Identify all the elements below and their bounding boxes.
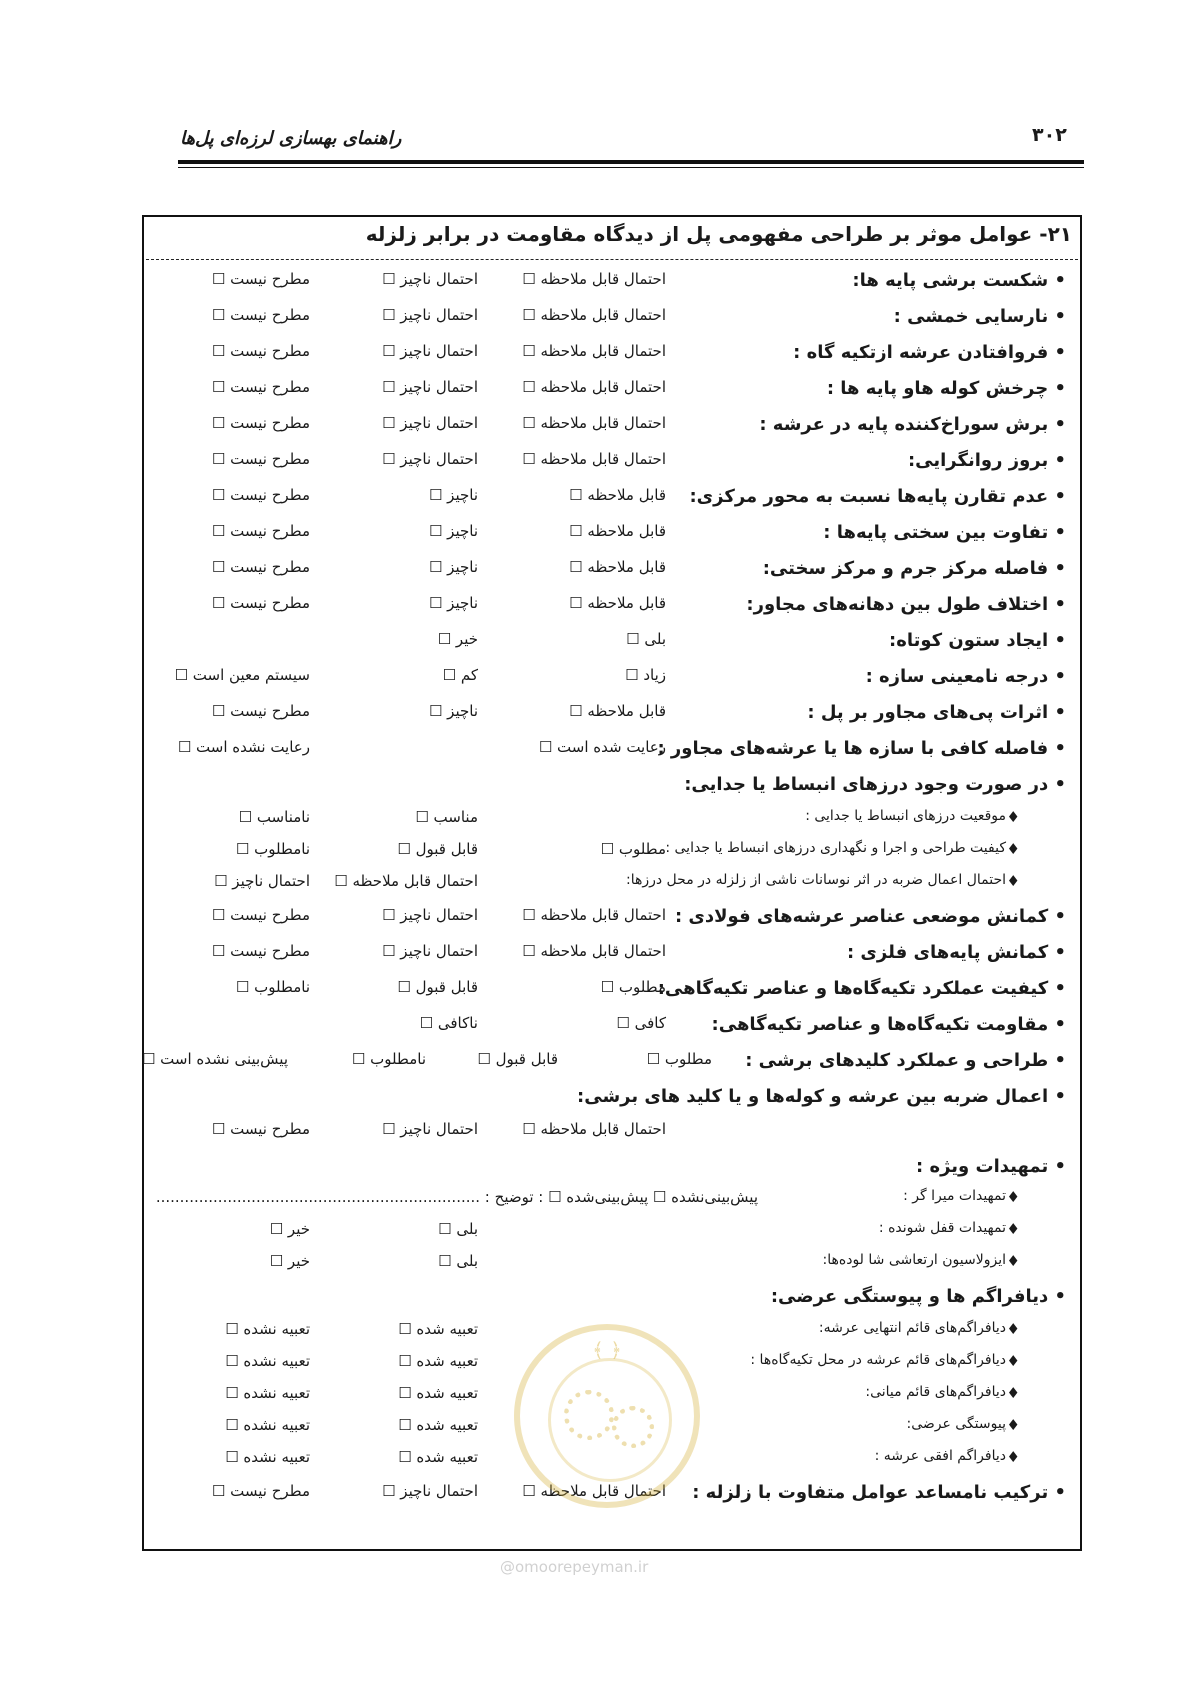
option-checkbox[interactable]: رعایت شده است ☐ (538, 738, 666, 756)
option-checkbox[interactable]: تعبیه نشده ☐ (225, 1448, 310, 1466)
option-checkbox[interactable]: مطرح نیست ☐ (211, 378, 310, 396)
checklist-row (146, 1120, 1078, 1156)
subitem-label: تمهیدات میرا گر : (903, 1188, 1006, 1204)
item-label: • اختلاف طول بین دهانه‌های مجاور: (746, 594, 1066, 615)
option-checkbox[interactable]: احتمال ناچیز ☐ (382, 270, 478, 288)
option-checkbox[interactable]: احتمال قابل ملاحظه ☐ (522, 270, 666, 288)
option-checkbox[interactable]: تعبیه نشده ☐ (225, 1416, 310, 1434)
item-label: • چرخش کوله هاو پایه ها : (826, 378, 1066, 399)
option-checkbox[interactable]: احتمال ناچیز ☐ (214, 872, 310, 890)
option-checkbox[interactable]: احتمال قابل ملاحظه ☐ (522, 414, 666, 432)
option-checkbox[interactable]: قابل ملاحظه ☐ (569, 558, 666, 576)
item-label: • فاصله مرکز جرم و مرکز سختی: (762, 558, 1066, 579)
option-checkbox[interactable]: خیر ☐ (437, 630, 478, 648)
diamond-bullet-icon: ♦ (1006, 1188, 1020, 1206)
option-checkbox[interactable]: تعبیه شده ☐ (398, 1448, 478, 1466)
checklist-row (146, 1014, 1078, 1050)
item-label: • مقاومت تکیه‌گاه‌ها و عناصر تکیه‌گاهی: (711, 1014, 1066, 1035)
diamond-bullet-icon: ♦ (1006, 1320, 1020, 1338)
subitem-label: تمهیدات قفل شونده : (878, 1220, 1006, 1236)
checklist-row (146, 872, 1078, 908)
item-label: • کمانش پایه‌های فلزی : (846, 942, 1066, 963)
option-checkbox[interactable]: مطرح نیست ☐ (211, 414, 310, 432)
option-checkbox[interactable]: مطرح نیست ☐ (211, 270, 310, 288)
option-checkbox[interactable]: احتمال ناچیز ☐ (382, 906, 478, 924)
item-label: • تمهیدات ویژه : (916, 1156, 1066, 1177)
item-label: • بروز روانگرایی: (907, 450, 1066, 471)
subitem-label: ایزولاسیون ارتعاشی شا لوده‌ها: (822, 1252, 1006, 1268)
item-label: • ایجاد ستون کوتاه: (889, 630, 1066, 651)
gear-icon (612, 1406, 654, 1448)
option-checkbox[interactable]: بلی ☐ (626, 630, 666, 648)
checklist-row (146, 1156, 1078, 1192)
option-checkbox[interactable]: تعبیه نشده ☐ (225, 1352, 310, 1370)
checklist-row (146, 486, 1078, 522)
checklist-row (146, 774, 1078, 810)
subitem-label: احتمال اعمال ضربه در اثر نوسانات ناشی از زلزله در محل درزها: (625, 872, 1006, 888)
checklist-row (146, 378, 1078, 414)
dashed-divider (146, 259, 1078, 260)
checklist-row (146, 270, 1078, 306)
checklist-row (146, 630, 1078, 666)
subitem-label: کیفیت طراحی و اجرا و نگهداری درزهای انبساط یا جدایی : (665, 840, 1006, 856)
item-label: • درجه نامعینی سازه : (865, 666, 1066, 687)
checklist-row (146, 840, 1078, 876)
option-checkbox[interactable]: مطرح نیست ☐ (211, 906, 310, 924)
option-checkbox[interactable]: مطرح نیست ☐ (211, 594, 310, 612)
option-checkbox[interactable]: ناچیز ☐ (428, 594, 478, 612)
diamond-bullet-icon: ♦ (1006, 808, 1020, 826)
diamond-bullet-icon: ♦ (1006, 1352, 1020, 1370)
option-checkbox[interactable]: پیش‌بینی نشده است ☐ (141, 1050, 288, 1068)
checklist-row (146, 1220, 1078, 1256)
diamond-bullet-icon: ♦ (1006, 840, 1020, 858)
item-label: • تفاوت بین سختی پایه‌ها : (823, 522, 1066, 543)
item-label: • طراحی و عملکرد کلیدهای برشی : (745, 1050, 1066, 1071)
option-checkbox[interactable]: نامطلوب ☐ (235, 840, 310, 858)
header-rule (178, 160, 1084, 164)
section-title: ۲۱- عوامل موثر بر طراحی مفهومی پل از دیدگاه مقاومت در برابر زلزله (365, 222, 1072, 246)
checklist-row (146, 414, 1078, 450)
option-checkbox[interactable]: مطرح نیست ☐ (211, 1482, 310, 1500)
checklist-row (146, 522, 1078, 558)
option-checkbox[interactable]: احتمال ناچیز ☐ (382, 1120, 478, 1138)
option-checkbox[interactable]: کم ☐ (442, 666, 478, 684)
checklist-row (146, 306, 1078, 342)
item-label: • در صورت وجود درزهای انبساط یا جدایی: (684, 774, 1066, 795)
option-checkbox[interactable]: قابل قبول ☐ (397, 978, 478, 996)
subitem-label: دیافراگم‌های قائم عرشه در محل تکیه‌گاه‌ها : (750, 1352, 1006, 1368)
checklist-row (146, 1286, 1078, 1322)
option-checkbox[interactable]: احتمال قابل ملاحظه ☐ (334, 872, 478, 890)
item-label: • برش سوراخ‌کننده پایه در عرشه : (759, 414, 1066, 435)
checklist-row (146, 450, 1078, 486)
option-checkbox[interactable]: کافی ☐ (616, 1014, 666, 1032)
diamond-bullet-icon: ♦ (1006, 872, 1020, 890)
option-checkbox[interactable]: مناسب ☐ (415, 808, 478, 826)
checklist-row (146, 594, 1078, 630)
option-checkbox[interactable]: ناکافی ☐ (419, 1014, 478, 1032)
option-checkbox[interactable]: تعبیه شده ☐ (398, 1416, 478, 1434)
option-checkbox[interactable]: تعبیه شده ☐ (398, 1384, 478, 1402)
option-checkbox[interactable]: مطلوب ☐ (646, 1050, 712, 1068)
item-label: • شکست برشی پایه ها: (852, 270, 1066, 291)
subitem-label: موقعیت درزهای انبساط یا جدایی : (805, 808, 1006, 824)
option-checkbox[interactable]: مطرح نیست ☐ (211, 942, 310, 960)
item-label: • کیفیت عملکرد تکیه‌گاه‌ها و عناصر تکیه‌گاهی: (657, 978, 1066, 999)
checklist-row (146, 558, 1078, 594)
option-checkbox[interactable]: رعایت نشده است ☐ (177, 738, 310, 756)
option-checkbox[interactable]: احتمال ناچیز ☐ (382, 942, 478, 960)
checklist-row (146, 978, 1078, 1014)
checklist-row (141, 1050, 1078, 1086)
checklist-row (146, 1252, 1078, 1288)
option-checkbox[interactable]: احتمال ناچیز ☐ (382, 342, 478, 360)
checklist-row (146, 1188, 1078, 1224)
option-checkbox[interactable]: مطرح نیست ☐ (211, 450, 310, 468)
option-checkbox[interactable]: قابل ملاحظه ☐ (569, 702, 666, 720)
diamond-bullet-icon: ♦ (1006, 1416, 1020, 1434)
option-checkbox[interactable]: احتمال قابل ملاحظه ☐ (522, 450, 666, 468)
option-checkbox[interactable]: سیستم معین است ☐ (174, 666, 310, 684)
option-checkbox[interactable]: مطرح نیست ☐ (211, 558, 310, 576)
option-checkbox[interactable]: بلی ☐ (438, 1252, 478, 1270)
checklist-row (146, 342, 1078, 378)
option-checkbox[interactable]: احتمال قابل ملاحظه ☐ (522, 306, 666, 324)
header-rule-thin (178, 167, 1084, 168)
option-checkbox[interactable]: نامناسب ☐ (238, 808, 310, 826)
watermark-site: @omoorepeyman.ir (500, 1558, 649, 1576)
option-checkbox[interactable]: خیر ☐ (269, 1252, 310, 1270)
option-checkbox[interactable]: احتمال قابل ملاحظه ☐ (522, 906, 666, 924)
subitem-label: دیافراگم افقی عرشه : (874, 1448, 1006, 1464)
option-checkbox[interactable]: مطرح نیست ☐ (211, 342, 310, 360)
gear-icon (564, 1390, 614, 1440)
subitem-label: دیافراگم‌های قائم انتهایی عرشه: (818, 1320, 1006, 1336)
option-checkbox[interactable]: قابل قبول ☐ (477, 1050, 558, 1068)
diamond-bullet-icon: ♦ (1006, 1448, 1020, 1466)
subitem-label: دیافراگم‌های قائم میانی: (865, 1384, 1006, 1400)
option-checkbox[interactable]: بلی ☐ (438, 1220, 478, 1238)
option-checkbox[interactable]: قابل ملاحظه ☐ (569, 522, 666, 540)
option-checkbox[interactable]: ناچیز ☐ (428, 486, 478, 504)
option-checkbox[interactable]: مطرح نیست ☐ (211, 702, 310, 720)
option-checkbox[interactable]: مطرح نیست ☐ (211, 1120, 310, 1138)
item-label: • اعمال ضربه بین عرشه و کوله‌ها و یا کلید های برشی: (577, 1086, 1066, 1107)
diamond-bullet-icon: ♦ (1006, 1220, 1020, 1238)
item-label: • نارسایی خمشی : (893, 306, 1066, 327)
option-checkbox[interactable]: احتمال ناچیز ☐ (382, 1482, 478, 1500)
diamond-bullet-icon: ♦ (1006, 1384, 1020, 1402)
subitem-label: پیوستگی عرضی: (906, 1416, 1006, 1432)
item-label: • فاصله کافی با سازه ها یا عرشه‌های مجاور : (657, 738, 1066, 759)
option-checkbox[interactable]: زیاد ☐ (625, 666, 666, 684)
item-label: • فروافتادن عرشه ازتکیه گاه : (793, 342, 1066, 363)
checklist-row (146, 906, 1078, 942)
option-checkbox[interactable]: احتمال قابل ملاحظه ☐ (522, 342, 666, 360)
watermark-seal-text: ﴾ ﴿ (592, 1338, 622, 1362)
checklist-row (146, 942, 1078, 978)
option-checkbox[interactable]: نامطلوب ☐ (235, 978, 310, 996)
option-checkbox[interactable]: مطلوب ☐ (600, 840, 666, 858)
item-label: • کمانش موضعی عناصر عرشه‌های فولادی : (674, 906, 1066, 927)
option-checkbox[interactable]: تعبیه شده ☐ (398, 1320, 478, 1338)
item-label: • ترکیب نامساعد عوامل متفاوت با زلزله : (692, 1482, 1066, 1503)
option-checkbox[interactable]: قابل قبول ☐ (397, 840, 478, 858)
item-label: • اثرات پی‌های مجاور بر پل : (807, 702, 1066, 723)
option-checkbox[interactable]: احتمال قابل ملاحظه ☐ (522, 1482, 666, 1500)
diamond-bullet-icon: ♦ (1006, 1252, 1020, 1270)
option-checkbox[interactable]: احتمال ناچیز ☐ (382, 306, 478, 324)
page-number: ۳۰۲ (1032, 124, 1067, 146)
option-checkbox[interactable]: مطرح نیست ☐ (211, 522, 310, 540)
checklist-row (146, 666, 1078, 702)
checklist-row (146, 1086, 1078, 1122)
checklist-row (146, 808, 1078, 844)
item-label: • دیافراگم ها و پیوستگی عرضی: (770, 1286, 1066, 1307)
checklist-row (146, 702, 1078, 738)
option-checkbox[interactable]: قابل ملاحظه ☐ (569, 594, 666, 612)
option-checkbox[interactable]: خیر ☐ (269, 1220, 310, 1238)
option-checkbox[interactable]: احتمال ناچیز ☐ (382, 378, 478, 396)
option-checkbox[interactable]: احتمال قابل ملاحظه ☐ (522, 942, 666, 960)
item-label: • عدم تقارن پایه‌ها نسبت به محور مرکزی: (689, 486, 1066, 507)
running-title: راهنمای بهسازی لرزه‌ای پل‌ها (180, 128, 402, 149)
option-checkbox[interactable]: احتمال ناچیز ☐ (382, 450, 478, 468)
checklist-row (146, 738, 1078, 774)
watermark-seal (514, 1324, 700, 1508)
option-checkbox[interactable]: ناچیز ☐ (428, 522, 478, 540)
option-checkbox[interactable]: احتمال قابل ملاحظه ☐ (522, 1120, 666, 1138)
option-checkbox[interactable]: مطرح نیست ☐ (211, 306, 310, 324)
option-checkbox[interactable]: مطلوب ☐ (600, 978, 666, 996)
option-checkbox[interactable]: تعبیه نشده ☐ (225, 1320, 310, 1338)
option-checkbox[interactable]: تعبیه شده ☐ (398, 1352, 478, 1370)
option-checkbox[interactable]: ناچیز ☐ (428, 558, 478, 576)
damper-options-line[interactable]: پیش‌بینی‌نشده ☐ پیش‌بینی‌شده ☐ : توضیح : .................................................................... (155, 1188, 758, 1206)
option-checkbox[interactable]: احتمال قابل ملاحظه ☐ (522, 378, 666, 396)
option-checkbox[interactable]: قابل ملاحظه ☐ (569, 486, 666, 504)
option-checkbox[interactable]: احتمال ناچیز ☐ (382, 414, 478, 432)
option-checkbox[interactable]: ناچیز ☐ (428, 702, 478, 720)
option-checkbox[interactable]: مطرح نیست ☐ (211, 486, 310, 504)
option-checkbox[interactable]: تعبیه نشده ☐ (225, 1384, 310, 1402)
option-checkbox[interactable]: نامطلوب ☐ (351, 1050, 426, 1068)
